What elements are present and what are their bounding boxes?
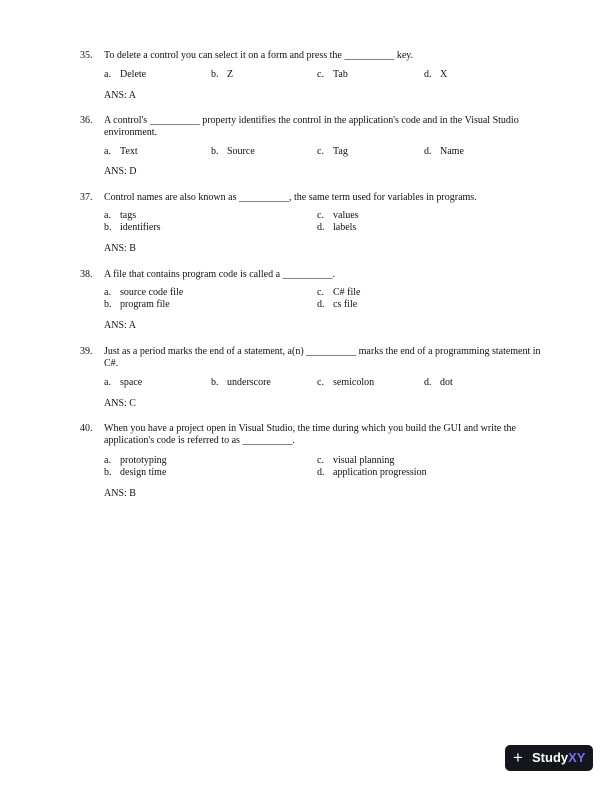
option-c: c. Tab [317, 69, 348, 80]
question-37 [80, 192, 570, 254]
option-d: d. cs file [317, 299, 358, 310]
option-b: b. identifiers [104, 222, 161, 233]
option-c: c. C# file [317, 287, 361, 298]
answer-key: ANS: C [104, 398, 136, 409]
option-d: d. dot [424, 377, 453, 388]
answer-key: ANS: A [104, 320, 136, 331]
logo-text: StudyXY [532, 750, 586, 765]
option-b: b. program file [104, 299, 170, 310]
option-d: d. X [424, 69, 448, 80]
question-stem: When you have a project open in Visual Studio, the time during which you build the GUI and write the application's code is referred to as __________. [104, 423, 516, 446]
answer-key: ANS: A [104, 90, 136, 101]
question-stem: A control's __________ property identifies the control in the application's code and in the Visual Studio environment. [104, 115, 519, 138]
answer-key: ANS: B [104, 488, 136, 499]
question-stem: Just as a period marks the end of a statement, a(n) __________ marks the end of a programming statement in C#. [104, 346, 541, 369]
question-number: 39. [80, 346, 93, 357]
question-39 [80, 346, 570, 409]
question-36 [80, 115, 570, 177]
option-b: b. underscore [211, 377, 271, 388]
option-c: c. visual planning [317, 455, 395, 466]
option-a: a. space [104, 377, 143, 388]
option-c: c. semicolon [317, 377, 375, 388]
question-number: 35. [80, 50, 93, 61]
option-d: d. application progression [317, 467, 427, 478]
question-stem: A file that contains program code is called a __________. [104, 269, 336, 280]
option-a: a. Text [104, 146, 138, 157]
option-c: c. Tag [317, 146, 348, 157]
answer-key: ANS: B [104, 243, 136, 254]
option-d: d. labels [317, 222, 357, 233]
question-35 [80, 50, 570, 101]
question-number: 36. [80, 115, 93, 126]
option-b: b. Z [211, 69, 234, 80]
option-a: a. tags [104, 210, 137, 221]
studyxy-logo[interactable] [505, 745, 593, 771]
question-number: 40. [80, 423, 93, 434]
option-d: d. Name [424, 146, 464, 157]
option-a: a. prototyping [104, 455, 167, 466]
question-40 [80, 423, 570, 499]
answer-key: ANS: D [104, 166, 137, 177]
question-stem: To delete a control you can select it on a form and press the __________ key. [104, 50, 414, 61]
option-b: b. design time [104, 467, 167, 478]
question-number: 38. [80, 269, 93, 280]
option-a: a. source code file [104, 287, 184, 298]
option-b: b. Source [211, 146, 255, 157]
question-number: 37. [80, 192, 93, 203]
plus-icon: + [513, 748, 523, 767]
option-c: c. values [317, 210, 359, 221]
question-38 [80, 269, 570, 331]
option-a: a. Delete [104, 69, 147, 80]
question-stem: Control names are also known as __________, the same term used for variables in programs. [104, 192, 477, 203]
